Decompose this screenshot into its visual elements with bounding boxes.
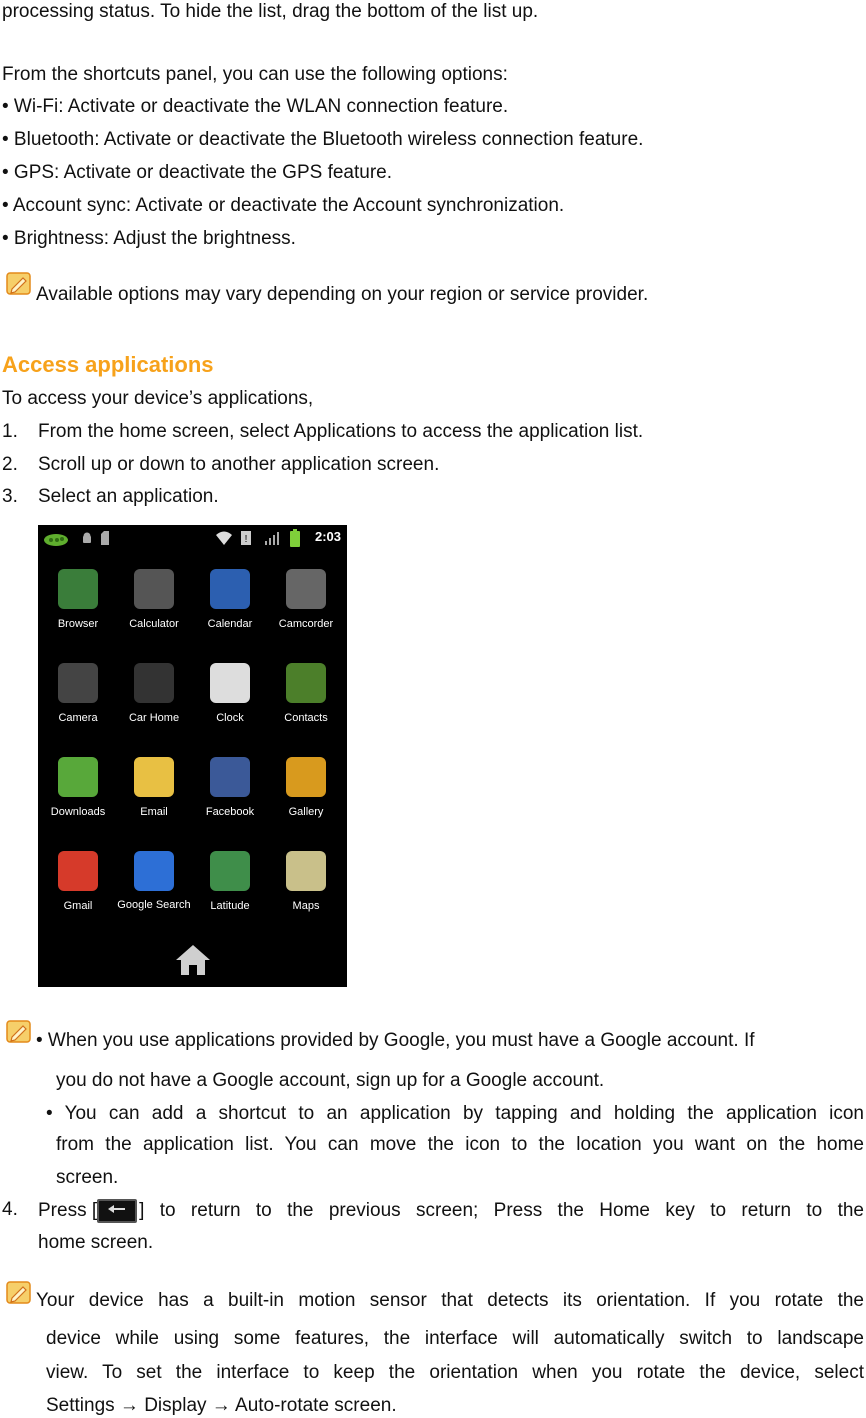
note-motion-1: Your device has a built-in motion sensor that detects its orientation. If you rotate the	[36, 1290, 864, 1311]
note-icon	[6, 1281, 32, 1305]
app-maps[interactable]	[268, 851, 344, 913]
note-motion-2: device while using some features, the interface will automatically switch to landscape	[46, 1328, 864, 1349]
app-label: Latitude	[210, 900, 250, 912]
app-calendar[interactable]	[192, 569, 268, 631]
maps-icon	[286, 851, 326, 891]
intro-text: processing status. To hide the list, drag the bottom of the list up.	[2, 1, 539, 22]
back-key-icon	[97, 1199, 137, 1223]
step-number: 1.	[2, 421, 18, 442]
app-facebook[interactable]	[192, 757, 268, 819]
app-label: Calculator	[129, 618, 179, 630]
bullet-gps: • GPS: Activate or deactivate the GPS feature.	[2, 162, 393, 183]
phone-screenshot	[38, 525, 347, 987]
facebook-icon	[210, 757, 250, 797]
app-calculator[interactable]	[116, 569, 192, 631]
step-text: Scroll up or down to another application screen.	[38, 454, 440, 475]
app-label: Maps	[292, 900, 320, 912]
bullet-wifi: • Wi-Fi: Activate or deactivate the WLAN connection feature.	[2, 96, 509, 117]
app-label: Car Home	[128, 712, 180, 724]
contacts-icon	[286, 663, 326, 703]
calculator-icon	[134, 569, 174, 609]
note-google-account-2: you do not have a Google account, sign up for a Google account.	[56, 1070, 605, 1091]
battery-icon	[290, 529, 300, 547]
note-shortcut-2: from the application list. You can move the icon to the location you want on the home	[56, 1134, 864, 1155]
app-label: Clock	[216, 712, 244, 724]
note-motion-3: view. To set the interface to keep the orientation when you rotate the device, select	[46, 1362, 864, 1383]
google-search-icon	[134, 851, 174, 891]
browser-icon	[58, 569, 98, 609]
app-browser[interactable]	[40, 569, 116, 631]
email-icon	[134, 757, 174, 797]
app-downloads[interactable]	[40, 757, 116, 819]
step-text: From the home screen, select Applications to access the application list.	[38, 421, 644, 442]
app-label: Camera	[58, 712, 98, 724]
note-shortcut-1: • You can add a shortcut to an application by tapping and holding the application icon	[46, 1103, 864, 1124]
gallery-icon	[286, 757, 326, 797]
note-google-account-1: • When you use applications provided by Google, you must have a Google account. If	[36, 1030, 755, 1051]
app-contacts[interactable]	[268, 663, 344, 725]
camcorder-icon	[286, 569, 326, 609]
status-bar	[38, 525, 347, 551]
app-latitude[interactable]	[192, 851, 268, 913]
bullet-bluetooth: • Bluetooth: Activate or deactivate the Bluetooth wireless connection feature.	[2, 129, 644, 150]
wifi-icon	[214, 530, 234, 546]
camera-icon	[58, 663, 98, 703]
bullet-brightness: • Brightness: Adjust the brightness.	[2, 228, 296, 249]
section-heading: Access applications	[2, 352, 214, 377]
app-label: Camcorder	[278, 618, 334, 630]
app-label: Facebook	[205, 806, 255, 818]
svg-text:!: !	[244, 534, 248, 545]
shortcuts-intro: From the shortcuts panel, you can use the following options:	[2, 64, 508, 85]
gmail-icon	[58, 851, 98, 891]
downloads-icon	[58, 757, 98, 797]
app-camera[interactable]	[40, 663, 116, 725]
signal-icon	[264, 530, 280, 546]
app-google-search[interactable]	[116, 851, 192, 912]
note-icon	[6, 1020, 32, 1044]
step-4-text-before: Press [	[38, 1200, 98, 1221]
app-email[interactable]	[116, 757, 192, 819]
section-intro: To access your device’s applications,	[2, 388, 314, 409]
step-text: Select an application.	[38, 486, 219, 507]
step-number: 2.	[2, 454, 18, 475]
latitude-icon	[210, 851, 250, 891]
app-label: Browser	[57, 618, 99, 630]
car-home-icon	[134, 663, 174, 703]
app-label: Calendar	[207, 618, 253, 630]
app-gallery[interactable]	[268, 757, 344, 819]
app-label: Gmail	[63, 900, 93, 912]
note-shortcut-3: screen.	[56, 1167, 119, 1188]
bullet-account-sync: • Account sync: Activate or deactivate the Account synchronization.	[2, 195, 565, 216]
calendar-icon	[210, 569, 250, 609]
app-gmail[interactable]	[40, 851, 116, 913]
app-label: Email	[140, 806, 168, 818]
step-4-line-2: home screen.	[38, 1232, 154, 1253]
step-4-text-after: ] to return to the previous screen; Press the Home key to return to the	[139, 1200, 864, 1221]
step-number: 3.	[2, 486, 18, 507]
app-label: Downloads	[50, 806, 106, 818]
app-label: Google Search	[117, 899, 191, 911]
app-car-home[interactable]	[116, 663, 192, 725]
home-icon[interactable]	[174, 943, 212, 977]
app-camcorder[interactable]	[268, 569, 344, 631]
clock-icon	[210, 663, 250, 703]
app-clock[interactable]	[192, 663, 268, 725]
status-time: 2:03	[314, 529, 341, 544]
android-debug-icon	[80, 531, 94, 545]
app-label: Contacts	[284, 712, 328, 724]
note-icon	[6, 272, 32, 296]
app-label: Gallery	[288, 806, 324, 818]
note-available-options: Available options may vary depending on your region or service provider.	[36, 284, 649, 305]
note-motion-4: Settings → Display → Auto-rotate screen.	[46, 1395, 397, 1416]
notification-icon	[42, 528, 70, 548]
sd-card-icon	[100, 531, 110, 545]
step-4-line	[38, 1199, 864, 1223]
sync-icon	[240, 530, 252, 546]
step-number: 4.	[2, 1199, 18, 1220]
